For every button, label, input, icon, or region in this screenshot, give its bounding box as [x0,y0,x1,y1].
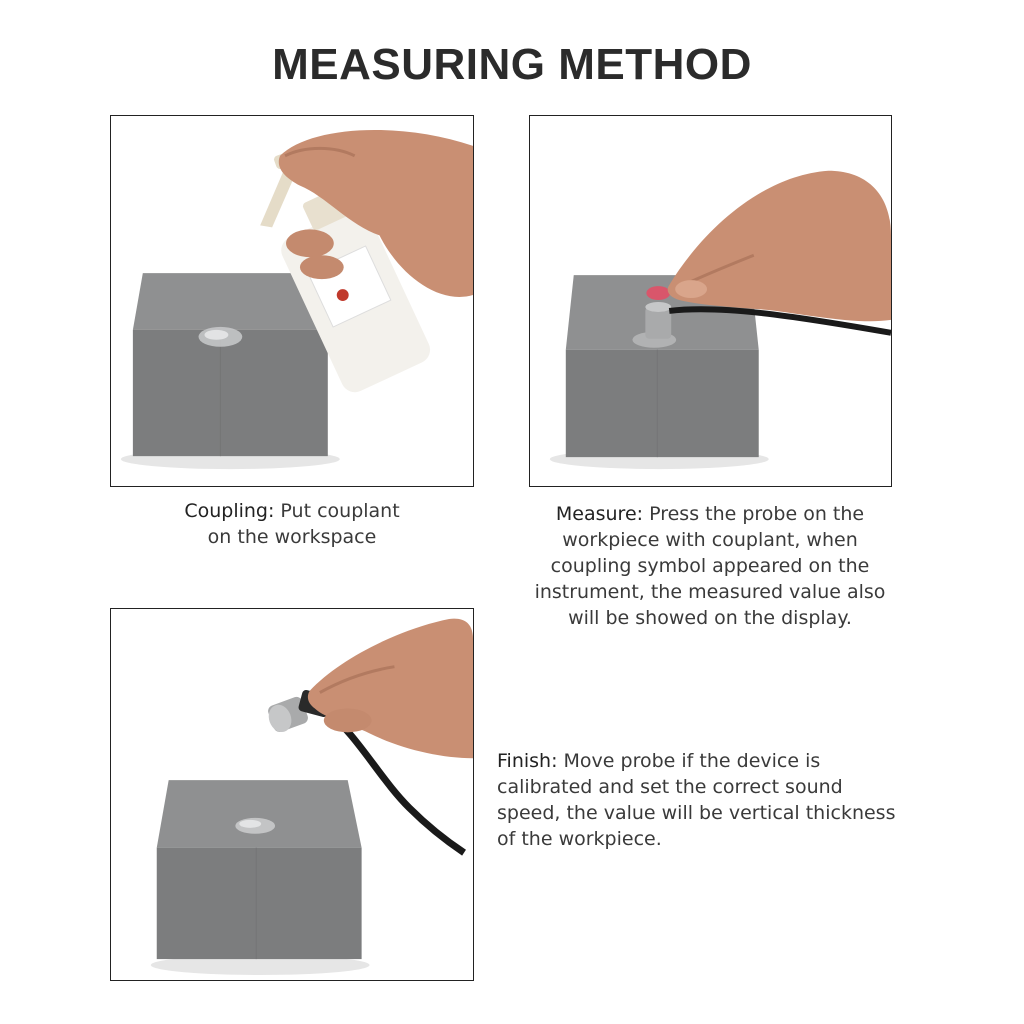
measure-label: Measure: [555,503,644,525]
finish-text-line4: of the workpiece. [497,828,662,850]
measure-text-line3: coupling symbol appeared on the [550,555,870,577]
measure-text-line4: instrument, the measured value also [534,581,886,603]
hand [668,171,891,322]
hand [308,619,473,759]
measure-illustration [530,116,891,486]
finish-label: Finish: [497,750,558,772]
metal-block-front [566,350,759,457]
measure-photo [529,115,892,487]
finish-text-line3: speed, the value will be vertical thickness [497,802,896,824]
measure-caption [510,501,910,631]
metal-block-front [157,848,362,959]
metal-block-top [157,780,362,848]
page-title: MEASURING METHOD [272,40,752,89]
coupling-text-line1: Put couplant [274,500,400,522]
coupling-illustration [111,116,473,486]
coupling-label: Coupling: [184,500,275,522]
measure-text-line5: will be showed on the display. [568,607,852,629]
measure-text-line2: workpiece with couplant, when [562,529,858,551]
finish-caption [497,748,937,852]
finish-illustration [111,609,473,980]
coupling-caption [110,498,474,550]
coupling-text-line2: on the workspace [207,526,377,548]
measure-text-line1: Press the probe on the [643,503,865,525]
metal-block-front [133,330,328,456]
finish-text-line1: Move probe if the device is [557,750,821,772]
finish-text-line2: calibrated and set the correct sound [497,776,843,798]
coupling-photo [110,115,474,487]
finish-photo [110,608,474,981]
